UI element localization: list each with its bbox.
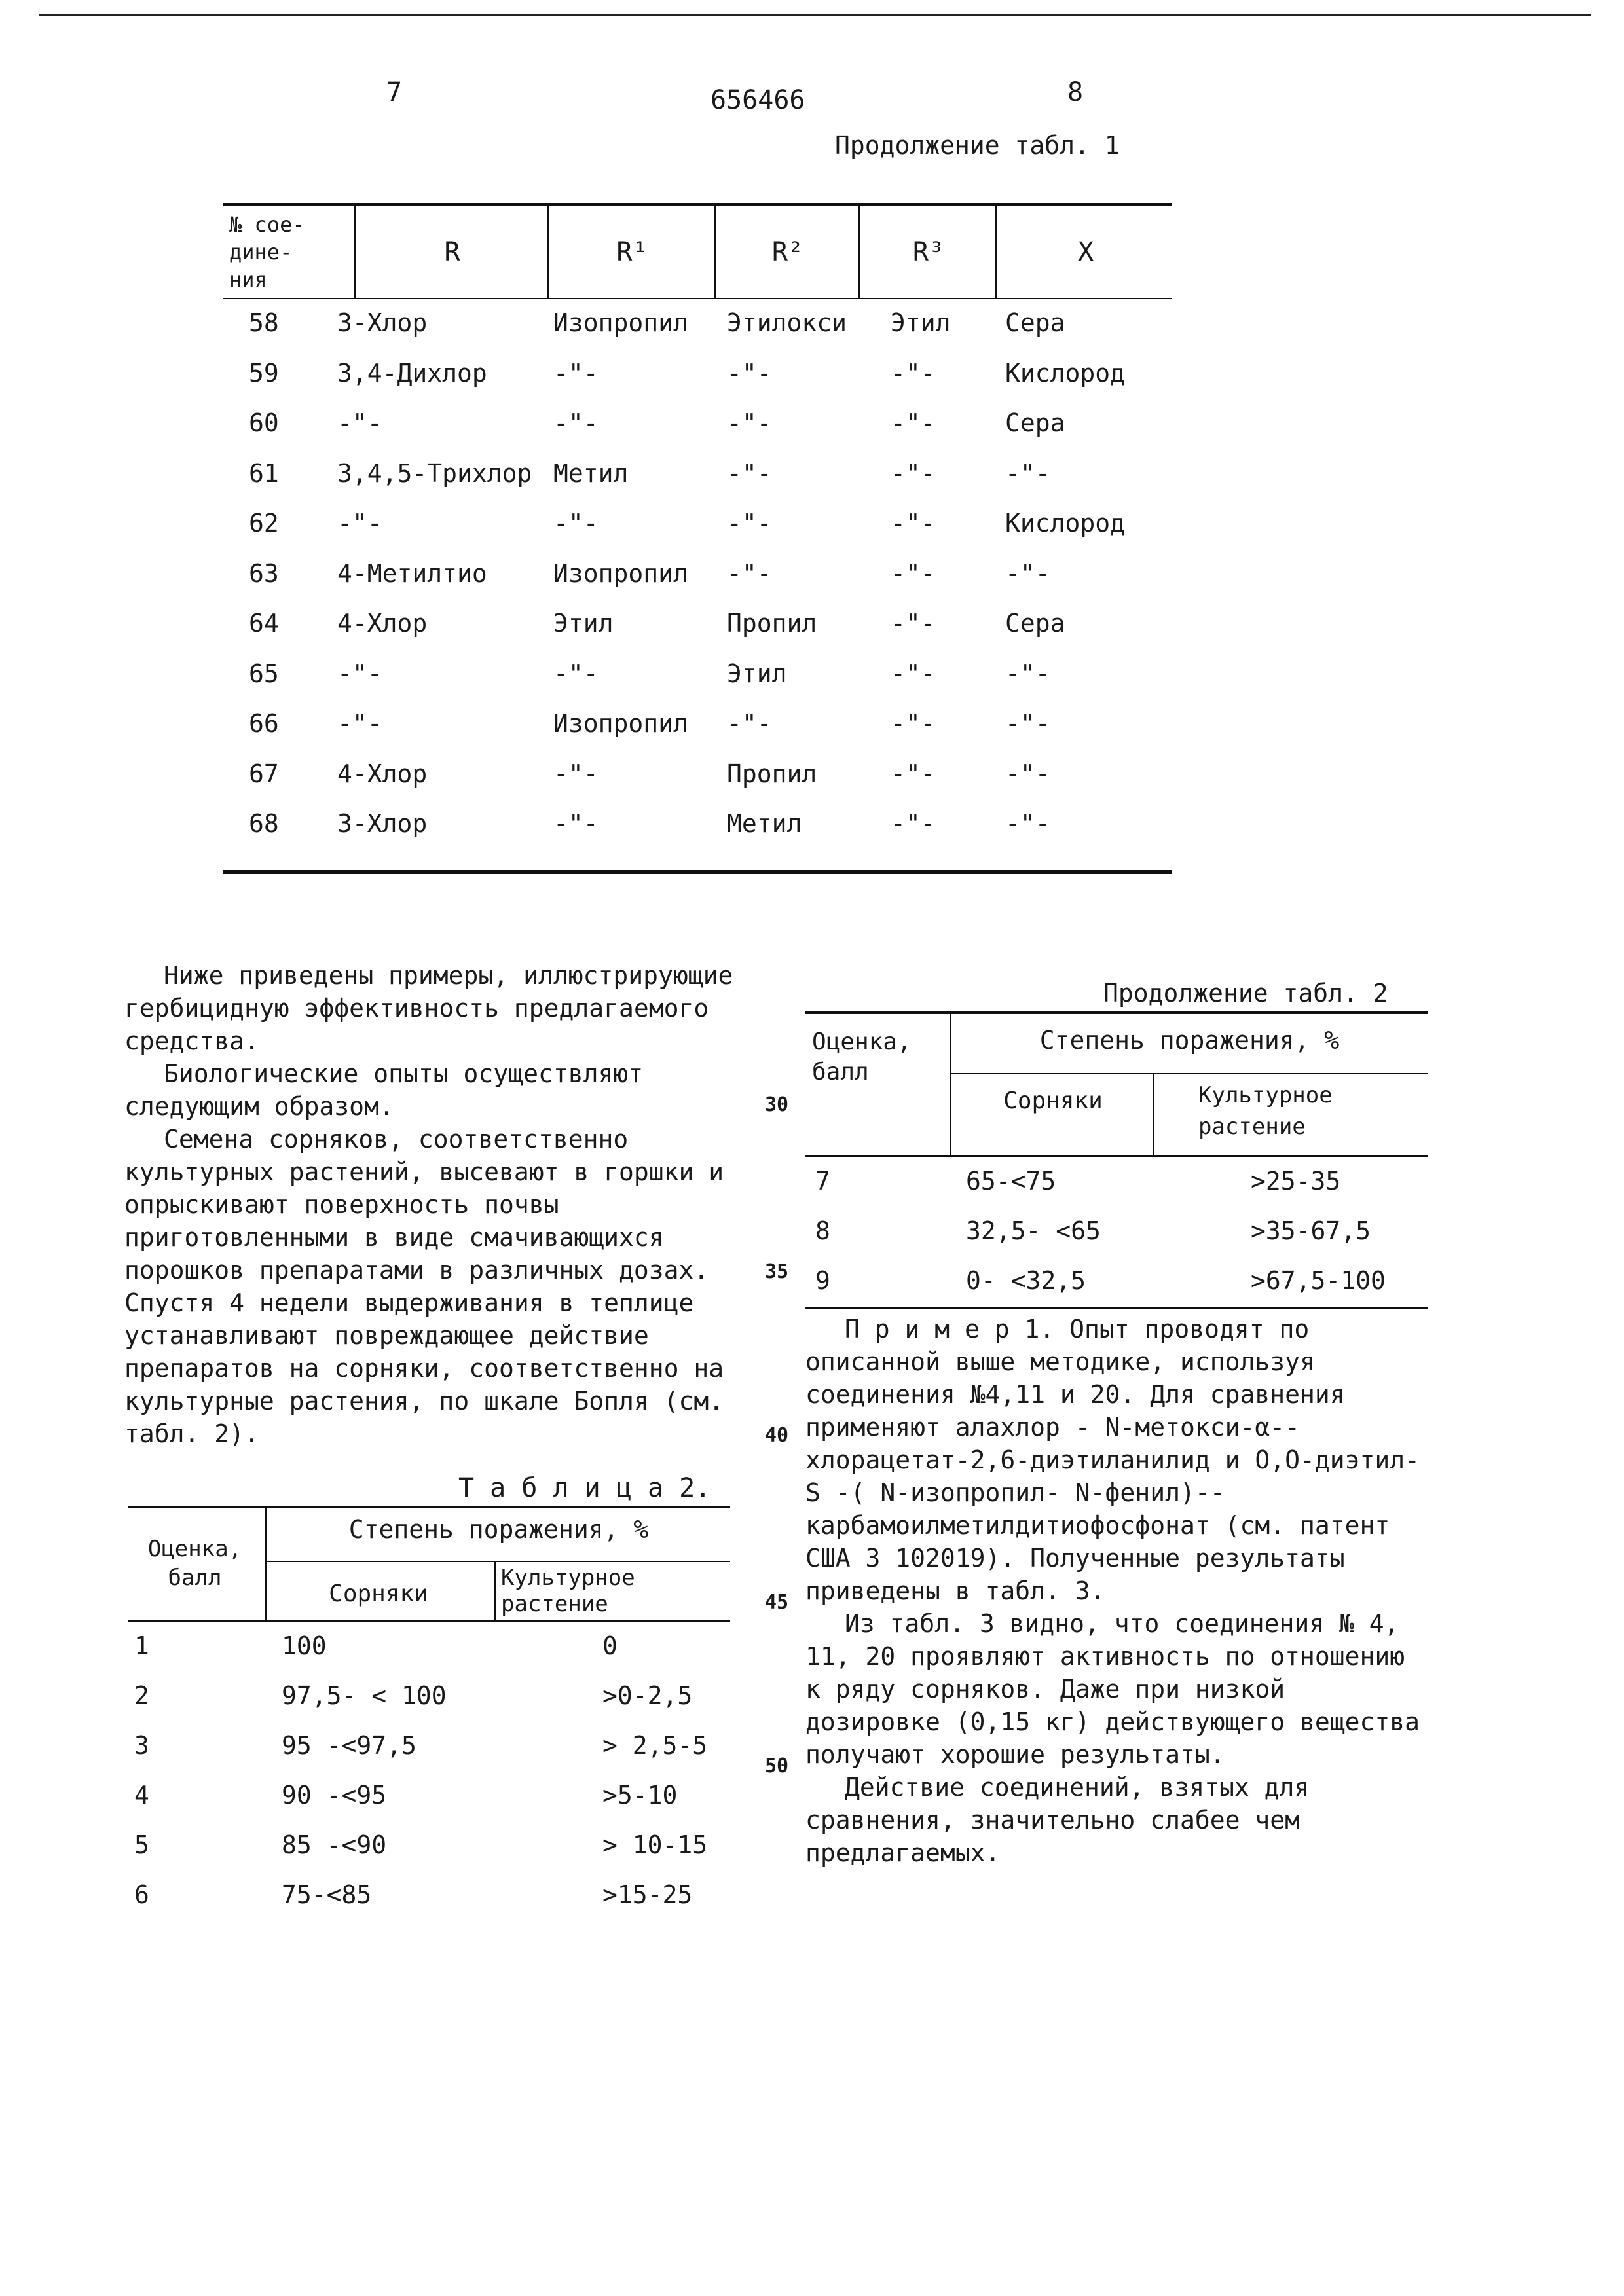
table-row bbox=[223, 600, 1172, 650]
divider bbox=[494, 1562, 496, 1620]
table-cell: 65 bbox=[249, 659, 279, 688]
col-header-damage: Степень поражения, % bbox=[348, 1515, 649, 1544]
table2-cont bbox=[805, 1011, 1428, 1309]
table1 bbox=[223, 203, 1172, 874]
col-header-weeds: Сорняки bbox=[1003, 1087, 1103, 1114]
table-cell: 9 bbox=[815, 1266, 830, 1295]
table-cell: -"- bbox=[337, 409, 382, 437]
table-cell: -"- bbox=[727, 558, 772, 588]
table-cell: 1 bbox=[134, 1631, 149, 1660]
col-header-r2: R² bbox=[714, 206, 860, 298]
paragraph: П р и м е р 1. Опыт проводят по описанной выше методике, используя соединения №4,11 и 20. Для сравнения применяют алахлор - N-метокси-α--хлорацетат-2,6-диэтиланилид и О,О-диэтил- S -( N-изопропил- N-фенил)--карбамоилметилдитиофосфонат (см. патент США 3 102019). Полученные результаты приведены в табл. 3. bbox=[805, 1315, 1420, 1605]
table-cell: 68 bbox=[249, 809, 279, 838]
table-row bbox=[223, 450, 1172, 500]
table-row bbox=[223, 800, 1172, 850]
table-cell: > 2,5-5 bbox=[602, 1731, 708, 1760]
line-number: 45 bbox=[765, 1591, 789, 1614]
table-row bbox=[223, 299, 1172, 350]
table-cell: 58 bbox=[249, 308, 279, 337]
table-cell: 0- <32,5 bbox=[966, 1266, 1086, 1295]
table-cell: Этил bbox=[727, 659, 787, 688]
table-cell: 60 bbox=[249, 409, 279, 437]
table-cell: Пропил bbox=[727, 759, 817, 788]
table-row bbox=[223, 500, 1172, 550]
paragraph: Семена сорняков, соответственно культурных растений, высевают в горшки и опрыскивают поверхность почвы приготовленными в виде смачивающихся порошков препаратами в различных дозах. Спустя 4 недели выдерживания в теплице устанавливают повреждающее действие препаратов на сорняки, соответственно на культурные растения, по шкале Бопля (см. табл. 2). bbox=[124, 1125, 724, 1448]
table-row bbox=[128, 1722, 730, 1772]
table-cell: Этилокси bbox=[727, 308, 847, 337]
table-cell: >0-2,5 bbox=[602, 1681, 693, 1710]
table-cell: Сера bbox=[1005, 609, 1065, 638]
table-cell: -"- bbox=[1005, 709, 1050, 738]
table-row bbox=[128, 1772, 730, 1821]
right-text bbox=[805, 1313, 1428, 1869]
table1-bottom-rule bbox=[223, 870, 1172, 874]
table-cell: -"- bbox=[891, 358, 936, 388]
table-cell: -"- bbox=[1005, 659, 1050, 688]
table-cell: 0 bbox=[602, 1631, 618, 1660]
table-cell: -"- bbox=[727, 358, 772, 388]
table-cell: >5-10 bbox=[602, 1781, 678, 1810]
table2-caption: Т а б л и ц а 2. bbox=[458, 1473, 711, 1503]
table-cell: 3 bbox=[134, 1731, 149, 1760]
col-header-r3: R³ bbox=[858, 206, 997, 298]
paragraph: Ниже приведены примеры, иллюстрирующие гербицидную эффективность предлагаемого средства. bbox=[124, 961, 733, 1055]
table-cell: Метил bbox=[553, 458, 629, 488]
table-cell: Метил bbox=[727, 809, 802, 838]
table-cell: -"- bbox=[727, 709, 772, 738]
table-cell: 2 bbox=[134, 1681, 149, 1710]
divider bbox=[1153, 1074, 1154, 1155]
table-cell: 5 bbox=[134, 1831, 149, 1859]
left-text bbox=[124, 959, 740, 1450]
table-cell: 90 -<95 bbox=[282, 1781, 387, 1810]
table-cell: 3-Хлор bbox=[337, 809, 428, 838]
table-cell: Изопропил bbox=[553, 308, 688, 337]
table-cell: 4 bbox=[134, 1781, 149, 1810]
col-header-x: X bbox=[995, 206, 1174, 298]
col-header-r: R bbox=[354, 206, 549, 298]
table2-body bbox=[128, 1622, 730, 1921]
table-cell: -"- bbox=[553, 409, 599, 437]
table-row bbox=[223, 700, 1172, 750]
table-cell: 66 bbox=[249, 709, 279, 738]
table-cell: -"- bbox=[891, 659, 936, 688]
table-row bbox=[223, 750, 1172, 801]
table2-header bbox=[128, 1506, 730, 1622]
table-row bbox=[128, 1622, 730, 1672]
table-cell: -"- bbox=[1005, 809, 1050, 838]
table-cell: 59 bbox=[249, 358, 279, 388]
table1-header bbox=[223, 203, 1172, 299]
col-header-r1: R¹ bbox=[547, 206, 716, 298]
table-row bbox=[128, 1821, 730, 1871]
table-cell: -"- bbox=[891, 409, 936, 437]
table-row bbox=[223, 350, 1172, 400]
table-cell: -"- bbox=[891, 509, 936, 538]
table-cell: Кислород bbox=[1005, 358, 1126, 388]
table-cell: -"- bbox=[891, 458, 936, 488]
divider bbox=[951, 1073, 1428, 1074]
line-number: 40 bbox=[765, 1424, 789, 1447]
table-cell: -"- bbox=[1005, 458, 1050, 488]
table-row bbox=[128, 1672, 730, 1722]
line-number: 35 bbox=[765, 1260, 789, 1283]
col-header-score: Оценка, балл bbox=[147, 1536, 242, 1591]
table-cell: -"- bbox=[1005, 759, 1050, 788]
col-header-crop: Культурное растение bbox=[501, 1565, 635, 1617]
table-cell: -"- bbox=[891, 759, 936, 788]
table-cell: -"- bbox=[891, 709, 936, 738]
table-cell: Изопропил bbox=[553, 709, 688, 738]
col-header-damage: Степень поражения, % bbox=[1039, 1026, 1340, 1055]
table-cell: Этил bbox=[891, 308, 951, 337]
table-cell: -"- bbox=[891, 609, 936, 638]
table-cell: 75-<85 bbox=[282, 1880, 372, 1909]
table2-cont-bottom-rule bbox=[805, 1307, 1428, 1309]
table2-cont-body bbox=[805, 1157, 1428, 1307]
table-cell: 67 bbox=[249, 759, 279, 788]
divider bbox=[267, 1561, 730, 1562]
table-cell: 95 -<97,5 bbox=[282, 1731, 416, 1760]
table-cell: >35-67,5 bbox=[1251, 1216, 1371, 1245]
page-number-left: 7 bbox=[386, 77, 403, 107]
table-cell: 64 bbox=[249, 609, 279, 638]
table-row bbox=[805, 1157, 1428, 1207]
table-cell: -"- bbox=[337, 509, 382, 538]
table-cell: 62 bbox=[249, 509, 279, 538]
line-number: 30 bbox=[765, 1093, 789, 1116]
table-row bbox=[223, 650, 1172, 701]
table2-cont-caption: Продолжение табл. 2 bbox=[1103, 979, 1388, 1008]
table-cell: >25-35 bbox=[1251, 1167, 1341, 1195]
table-cell: -"- bbox=[891, 809, 936, 838]
table-cell: Изопропил bbox=[553, 558, 688, 588]
table-cell: >15-25 bbox=[602, 1880, 693, 1909]
table-cell: > 10-15 bbox=[602, 1831, 708, 1859]
table-cell: -"- bbox=[891, 558, 936, 588]
patent-number: 656466 bbox=[710, 85, 805, 115]
table-row bbox=[805, 1207, 1428, 1257]
col-header-crop: Культурное растение bbox=[1198, 1082, 1333, 1140]
table-cell: Сера bbox=[1005, 308, 1065, 337]
table-cell: 8 bbox=[815, 1216, 830, 1245]
table-cell: 3-Хлор bbox=[337, 308, 428, 337]
table-cell: -"- bbox=[553, 358, 599, 388]
table-cell: >67,5-100 bbox=[1251, 1266, 1386, 1295]
table-cell: 61 bbox=[249, 458, 279, 488]
table-row bbox=[223, 550, 1172, 600]
table-cell: -"- bbox=[553, 759, 599, 788]
table-cell: 6 bbox=[134, 1880, 149, 1909]
table-cell: 85 -<90 bbox=[282, 1831, 387, 1859]
table1-body bbox=[223, 299, 1172, 850]
table-cell: -"- bbox=[553, 509, 599, 538]
table-cell: 3,4-Дихлор bbox=[337, 358, 487, 388]
col-header-weeds: Сорняки bbox=[329, 1580, 428, 1607]
table-cell: 7 bbox=[815, 1167, 830, 1195]
table-cell: 32,5- <65 bbox=[966, 1216, 1101, 1245]
table-cell: -"- bbox=[553, 809, 599, 838]
col-header-number: № сое- дине- ния bbox=[229, 212, 305, 292]
table-cell: -"- bbox=[1005, 558, 1050, 588]
table-cell: Сера bbox=[1005, 409, 1065, 437]
table-cell: Кислород bbox=[1005, 509, 1126, 538]
table-cell: Этил bbox=[553, 609, 614, 638]
page-number-right: 8 bbox=[1067, 77, 1084, 107]
table-cell: 97,5- < 100 bbox=[282, 1681, 447, 1710]
table-cell: 65-<75 bbox=[966, 1167, 1056, 1195]
table-cell: -"- bbox=[727, 458, 772, 488]
table1-caption: Продолжение табл. 1 bbox=[835, 131, 1120, 160]
paragraph: Из табл. 3 видно, что соединения № 4, 11, 20 проявляют активность по отношению к ряду сорняков. Даже при низкой дозировке (0,15 кг) действующего вещества получают хорошие результаты. bbox=[805, 1609, 1420, 1769]
paragraph: Действие соединений, взятых для сравнения, значительно слабее чем предлагаемых. bbox=[805, 1773, 1310, 1867]
table-cell: -"- bbox=[727, 409, 772, 437]
col-header-score: Оценка, балл bbox=[812, 1029, 912, 1085]
table2-cont-header bbox=[805, 1011, 1428, 1157]
table-row bbox=[128, 1871, 730, 1921]
table-row bbox=[223, 399, 1172, 450]
table-cell: 4-Хлор bbox=[337, 759, 428, 788]
table-cell: -"- bbox=[553, 659, 599, 688]
table-cell: -"- bbox=[337, 659, 382, 688]
table-row bbox=[805, 1257, 1428, 1307]
line-number: 50 bbox=[765, 1755, 789, 1777]
table-cell: -"- bbox=[337, 709, 382, 738]
table-cell: -"- bbox=[727, 509, 772, 538]
table2 bbox=[128, 1506, 730, 1921]
table-cell: 4-Метилтио bbox=[337, 558, 487, 588]
table-cell: 3,4,5-Трихлор bbox=[337, 458, 532, 488]
table-cell: 63 bbox=[249, 558, 279, 588]
table-cell: Пропил bbox=[727, 609, 817, 638]
paragraph: Биологические опыты осуществляют следующим образом. bbox=[124, 1059, 644, 1121]
top-rule bbox=[39, 14, 1591, 16]
table-cell: 4-Хлор bbox=[337, 609, 428, 638]
table-cell: 100 bbox=[282, 1631, 327, 1660]
